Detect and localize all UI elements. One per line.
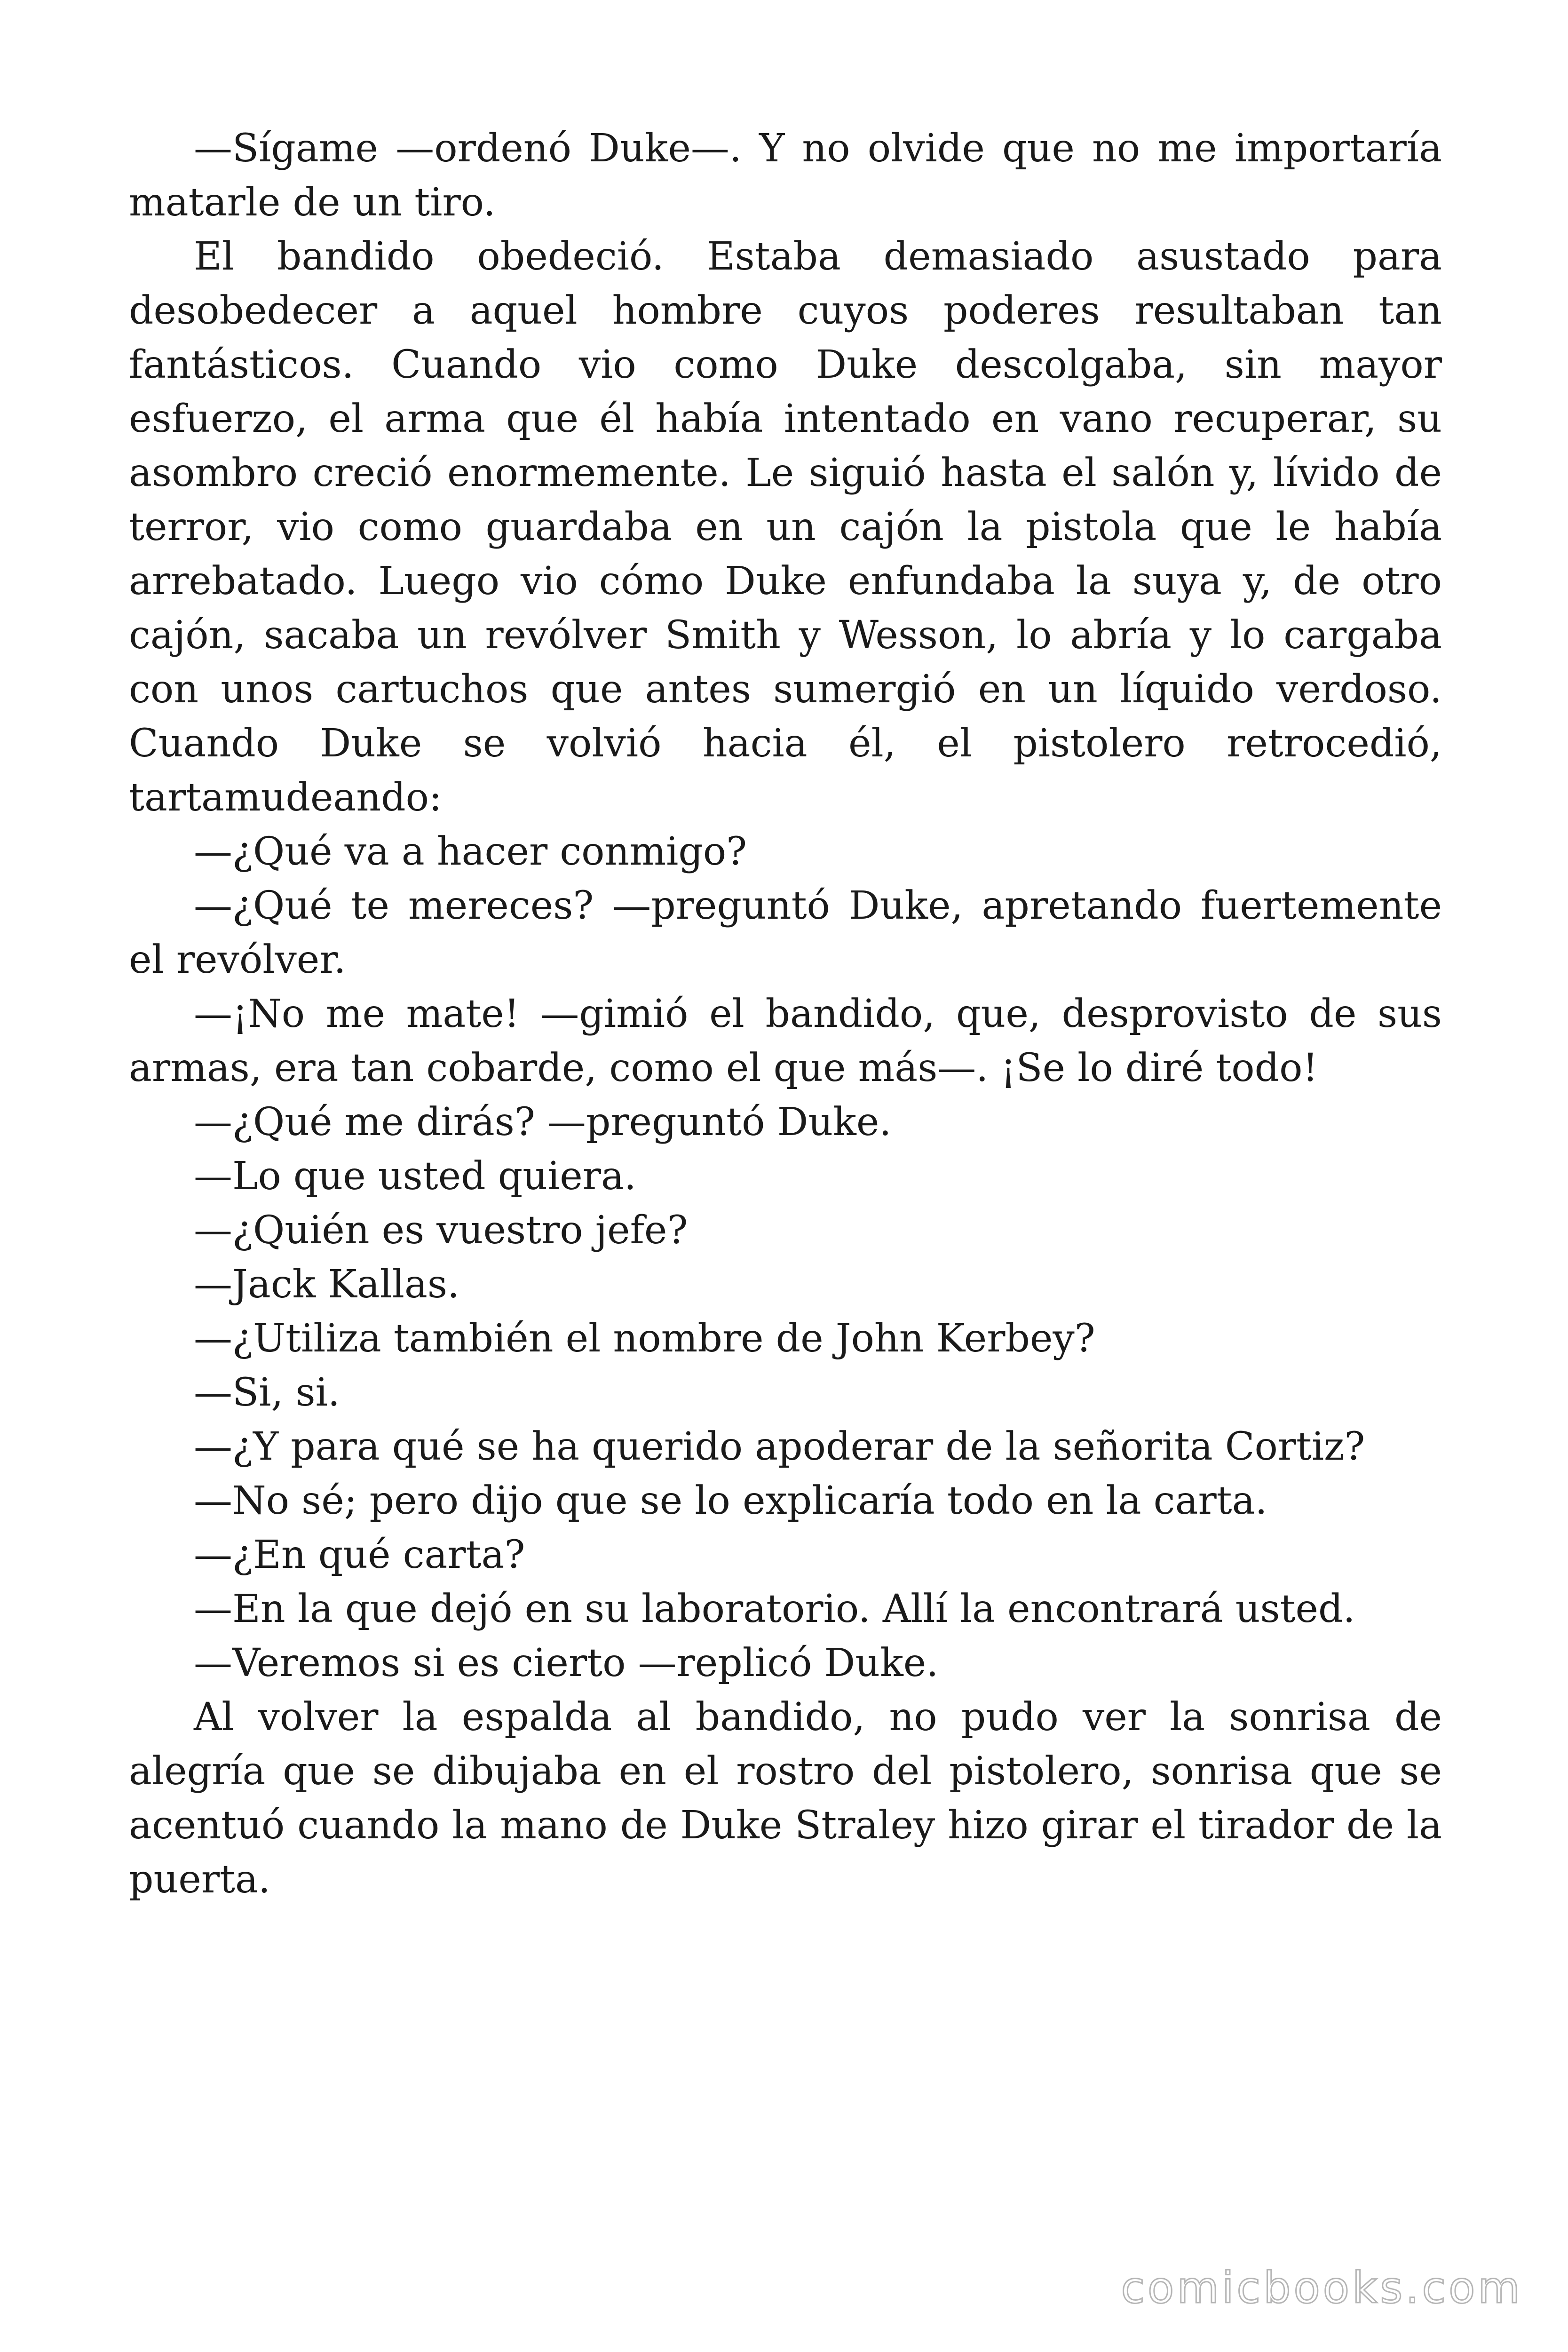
paragraph: —¿Quién es vuestro jefe? [194,1208,688,1253]
paragraph: —Jack Kallas. [194,1262,460,1307]
paragraph: —¿En qué carta? [194,1533,525,1577]
paragraph: —Veremos si es cierto —replicó Duke. [194,1641,939,1685]
paragraph: —¿Qué te mereces? —preguntó Duke, apretando fuertemente el revólver. [129,883,1442,982]
paragraph: —¿Utiliza también el nombre de John Kerbey? [194,1316,1095,1361]
paragraph: —¡No me mate! —gimió el bandido, que, desprovisto de sus armas, era tan cobarde, como el que más—. ¡Se lo diré todo! [129,992,1442,1090]
paragraph: —Sígame —ordenó Duke—. Y no olvide que no me importaría matarle de un tiro. [129,126,1442,225]
watermark: comicbooks.com [1121,2263,1523,2313]
body-text [129,121,1442,1907]
paragraph: —¿Y para qué se ha querido apoderar de la señorita Cortiz? [194,1424,1365,1469]
paragraph: El bandido obedeció. Estaba demasiado asustado para desobedecer a aquel hombre cuyos poderes resultaban tan fantásticos. Cuando vio como Duke descolgaba, sin mayor esfuerzo, el arma que él había intentado en vano recuperar, su asombro creció enormemente. Le siguió hasta el salón y, lívido de terror, vio como guardaba en un cajón la pistola que le había arrebatado. Luego vio cómo Duke enfundaba la suya y, de otro cajón, sacaba un revólver Smith y Wesson, lo abría y lo cargaba con unos cartuchos que antes sumergió en un líquido verdoso. Cuando Duke se volvió hacia él, el pistolero retrocedió, tartamudeando: [129,234,1442,820]
paragraph: —¿Qué me dirás? —preguntó Duke. [194,1100,892,1144]
paragraph: —¿Qué va a hacer conmigo? [194,829,747,874]
paragraph: Al volver la espalda al bandido, no pudo ver la sonrisa de alegría que se dibujaba en el rostro del pistolero, sonrisa que se acentuó cuando la mano de Duke Straley hizo girar el tirador de la puerta. [129,1695,1442,1902]
paragraph: —Lo que usted quiera. [194,1154,636,1199]
paragraph: —Si, si. [194,1370,340,1415]
paragraph: —En la que dejó en su laboratorio. Allí la encontrará usted. [194,1587,1355,1631]
paragraph: —No sé; pero dijo que se lo explicaría todo en la carta. [194,1478,1267,1523]
